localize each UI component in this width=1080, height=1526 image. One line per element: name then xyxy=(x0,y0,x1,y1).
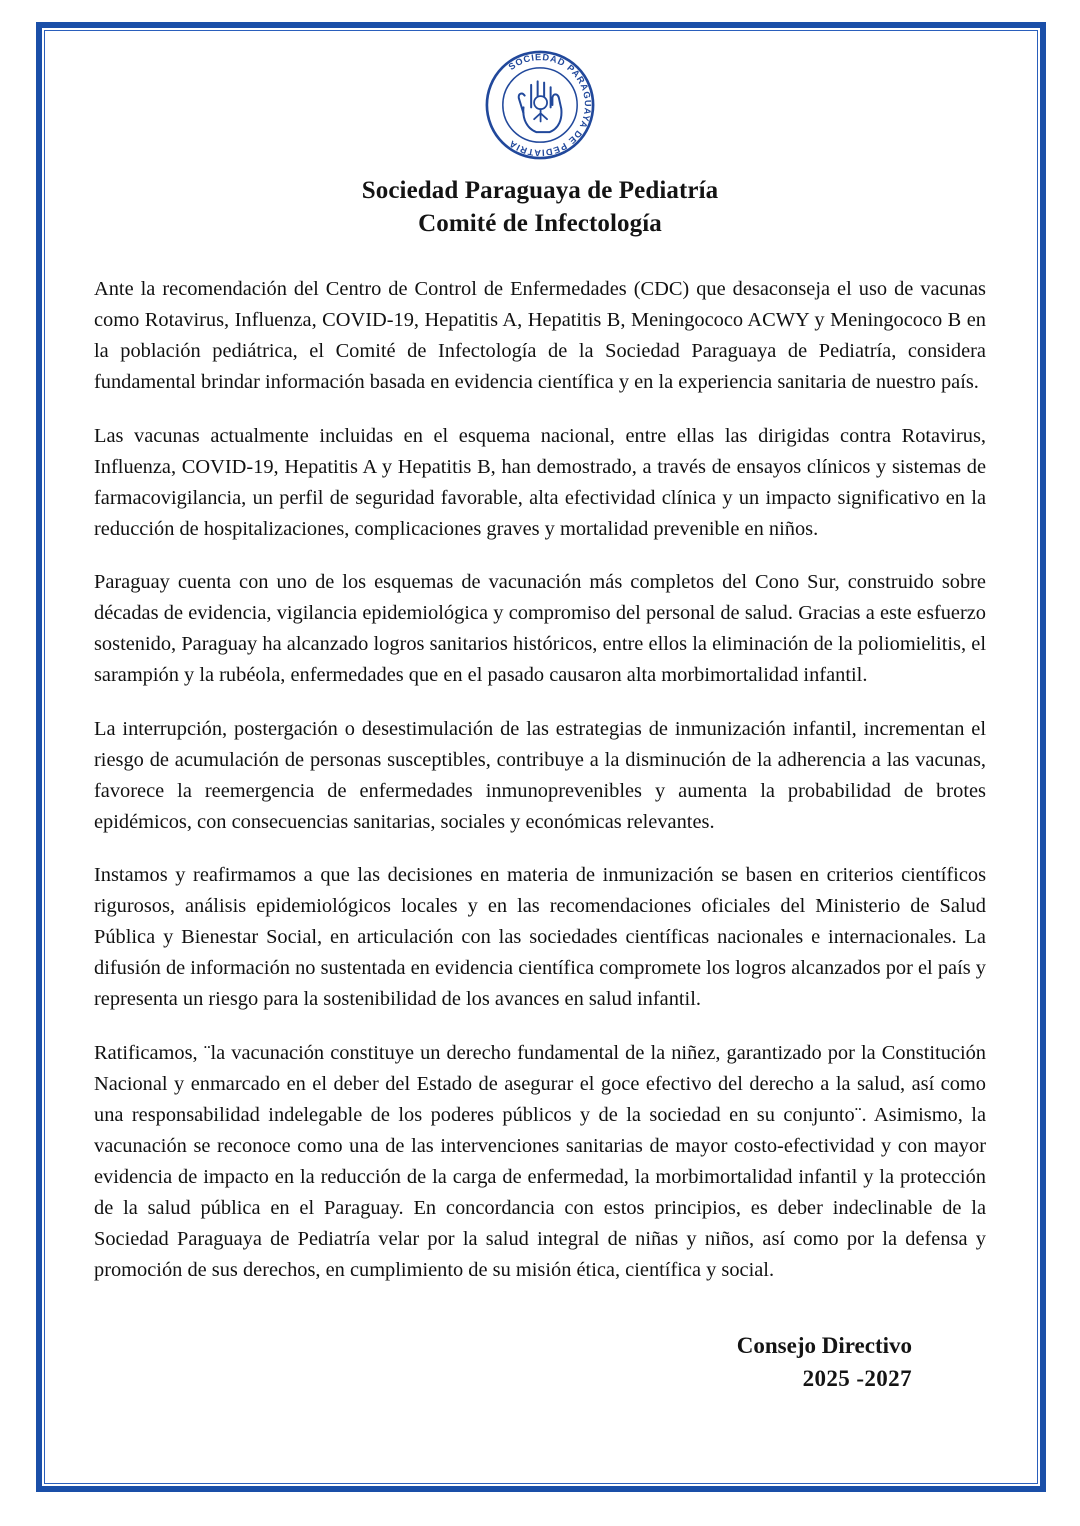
paragraph: Instamos y reafirmamos a que las decisiones en materia de inmunización se basen en criterios científicos rigurosos, análisis epidemiológicos locales y en las recomendaciones oficiales del Ministerio de Salud Pública y Bienestar Social, en articulación con las sociedades científicas nacionales e internacionales. La difusión de información no sustentada en evidencia científica compromete los logros alcanzados por el país y representa un riesgo para la sostenibilidad de los avances en salud infantil. xyxy=(94,864,986,1011)
paragraph: Ante la recomendación del Centro de Control de Enfermedades (CDC) que desaconseja el uso de vacunas como Rotavirus, Influenza, COVID-19, Hepatitis A, Hepatitis B, Meningococo ACWY y Meningococo B en la población pediátrica, el Comité de Infectología de la Sociedad Paraguaya de Pediatría, considera fundamental brindar información basada en evidencia científica y en la experiencia sanitaria de nuestro país. xyxy=(94,278,986,394)
document-title-line-2: Comité de Infectología xyxy=(418,210,662,237)
paragraph: La interrupción, postergación o desestimulación de las estrategias de inmunización infantil, incrementan el riesgo de acumulación de personas susceptibles, contribuye a la disminución de la adherencia a las vacunas, favorece la reemergencia de enfermedades inmunoprevenibles y aumenta la probabilidad de brotes epidémicos, con consecuencias sanitarias, sociales y económicas relevantes. xyxy=(94,717,986,833)
logo-container xyxy=(94,42,986,172)
signature-block xyxy=(94,1330,986,1395)
signature-years: 2025 -2027 xyxy=(802,1365,912,1391)
paragraph: Ratificamos, ¨la vacunación constituye un derecho fundamental de la niñez, garantizado por la Constitución Nacional y enmarcado en el deber del Estado de asegurar el goce efectivo del derecho a la salud, así como una responsabilidad indelegable de los poderes públicos y de la sociedad en su conjunto¨. Asimismo, la vacunación se reconoce como una de las intervenciones sanitarias de mayor costo-efectividad y con mayor evidencia de impacto en la reducción de la carga de enfermedad, la morbimortalidad infantil y la protección de la salud pública en el Paraguay. En concordancia con estos principios, es deber indeclinable de la Sociedad Paraguaya de Pediatría velar por la salud integral de niñas y niños, así como por la defensa y promoción de sus derechos, en cumplimiento de su misión ética, científica y social. xyxy=(94,1041,986,1281)
svg-text:SOCIEDAD PARAGUAYA DE PEDIATRI: SOCIEDAD PARAGUAYA DE PEDIATRIA xyxy=(506,52,593,158)
paragraph: Las vacunas actualmente incluidas en el esquema nacional, entre ellas las dirigidas contra Rotavirus, Influenza, COVID-19, Hepatitis A y Hepatitis B, han demostrado, a través de ensayos clínicos y sistemas de farmacovigilancia, un perfil de seguridad favorable, alta efectividad clínica y un impacto significativo en la reducción de hospitalizaciones, complicaciones graves y mortalidad prevenible en niños. xyxy=(94,424,986,540)
document-content xyxy=(56,34,1024,1480)
document-title-line-1: Sociedad Paraguaya de Pediatría xyxy=(361,177,719,204)
document-title xyxy=(94,174,986,240)
paragraph: Paraguay cuenta con uno de los esquemas de vacunación más completos del Cono Sur, construido sobre décadas de evidencia, vigilancia epidemiológica y compromiso del personal de salud. Gracias a este esfuerzo sostenido, Paraguay ha alcanzado logros sanitarios históricos, entre ellos la eliminación de la poliomielitis, el sarampión y la rubéola, enfermedades que en el pasado causaron alta morbimortalidad infantil. xyxy=(94,571,986,687)
document-body xyxy=(94,274,986,1286)
signature-name: Consejo Directivo xyxy=(736,1332,912,1358)
sociedad-paraguaya-de-pediatria-seal-icon xyxy=(481,46,599,164)
